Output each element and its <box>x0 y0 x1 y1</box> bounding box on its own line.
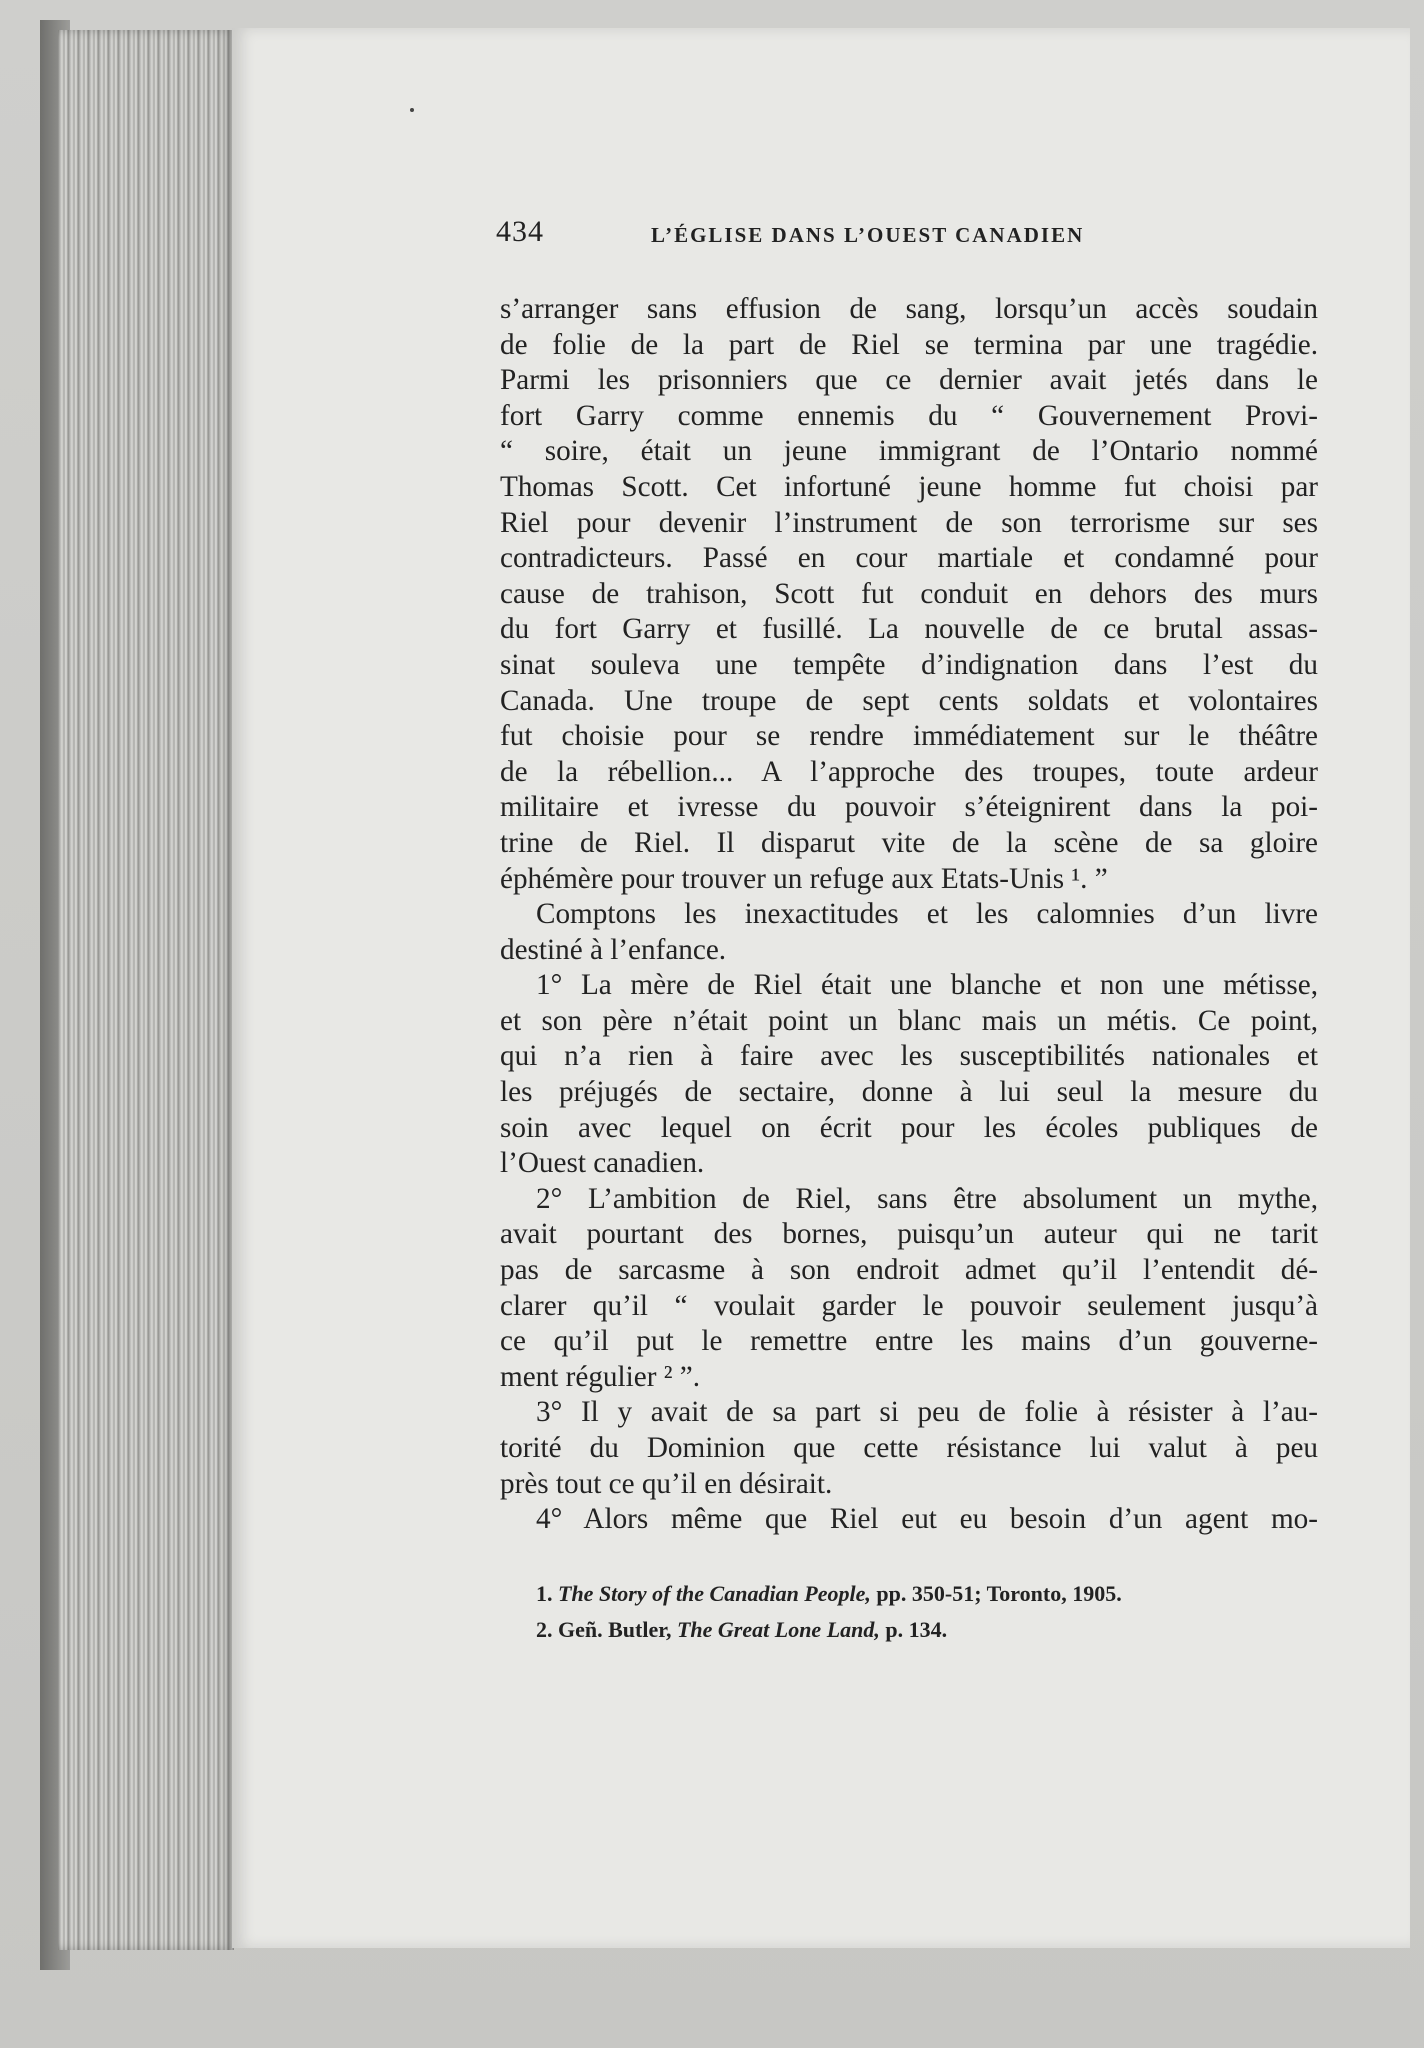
footnote-author: Geñ. Butler, <box>552 1617 677 1642</box>
text-line: trine de Riel. Il disparut vite de la scène de sa gloire <box>500 826 1318 859</box>
footnote-title: The Story of the Canadian People, <box>558 1581 871 1606</box>
text-line: Thomas Scott. Cet infortuné jeune homme fut choisi par <box>500 470 1318 503</box>
footnote-1 <box>536 1576 1296 1612</box>
page-number: 434 <box>496 215 544 248</box>
text-line: du fort Garry et fusillé. La nouvelle de ce brutal assas- <box>500 613 1318 646</box>
text-line: militaire et ivresse du pouvoir s’éteignirent dans la poi- <box>500 791 1318 824</box>
text-line: et son père n’était point un blanc mais un métis. Ce point, <box>500 1004 1318 1037</box>
text-line: les préjugés de sectaire, donne à lui seul la mesure du <box>500 1076 1318 1109</box>
text-line: pas de sarcasme à son endroit admet qu’il l’entendit dé- <box>500 1254 1318 1287</box>
dust-speck <box>410 108 414 112</box>
text-line: 4° Alors même que Riel eut eu besoin d’un agent mo- <box>536 1503 1318 1536</box>
body-text <box>500 292 1318 1538</box>
footnote-citation: pp. 350-51; Toronto, 1905. <box>870 1581 1122 1606</box>
text-line: s’arranger sans effusion de sang, lorsqu’un accès soudain <box>500 293 1318 325</box>
book-page-edges <box>58 30 234 1950</box>
text-line: contradicteurs. Passé en cour martiale et condamné pour <box>500 542 1318 575</box>
text-line: 1° La mère de Riel était une blanche et non une métisse, <box>536 969 1318 1002</box>
text-line: de la rébellion... A l’approche des troupes, toute ardeur <box>500 755 1318 788</box>
text-line: “ soire, était un jeune immigrant de l’Ontario nommé <box>500 435 1318 468</box>
footnote-title: The Great Lone Land, <box>676 1617 880 1642</box>
text-line: 3° Il y avait de sa part si peu de folie à résister à l’au- <box>536 1396 1318 1429</box>
text-line: destiné à l’enfance. <box>500 933 727 966</box>
text-line: clarer qu’il “ voulait garder le pouvoir seulement jusqu’à <box>500 1289 1318 1322</box>
running-head <box>496 215 1156 255</box>
footnote-marker: 1. <box>536 1581 553 1606</box>
text-line: Comptons les inexactitudes et les calomnies d’un livre <box>536 898 1318 931</box>
text-line: Riel pour devenir l’instrument de son terrorisme sur ses <box>500 506 1318 539</box>
text-line: Canada. Une troupe de sept cents soldats et volontaires <box>500 684 1318 717</box>
text-line: soin avec lequel on écrit pour les écoles publiques de <box>500 1111 1318 1144</box>
text-line: fort Garry comme ennemis du “ Gouvernement Provi- <box>500 399 1318 432</box>
running-head-title: L’ÉGLISE DANS L’OUEST CANADIEN <box>651 223 1085 247</box>
text-line: cause de trahison, Scott fut conduit en dehors des murs <box>500 577 1318 610</box>
text-line: qui n’a rien à faire avec les susceptibilités nationales et <box>500 1040 1318 1073</box>
footnote-citation: p. 134. <box>879 1617 948 1642</box>
text-line: ment régulier ² ”. <box>500 1360 701 1393</box>
text-line: avait pourtant des bornes, puisqu’un auteur qui ne tarit <box>500 1218 1318 1251</box>
text-line: près tout ce qu’il en désirait. <box>500 1467 833 1500</box>
footnotes <box>536 1576 1296 1648</box>
text-line: ce qu’il put le remettre entre les mains d’un gouverne- <box>500 1325 1318 1358</box>
text-line: éphémère pour trouver un refuge aux Etats-Unis ¹. ” <box>500 862 1108 895</box>
text-line: Parmi les prisonniers que ce dernier avait jetés dans le <box>500 364 1318 397</box>
footnote-2 <box>536 1612 1296 1648</box>
text-line: de folie de la part de Riel se termina par une tragédie. <box>500 328 1318 361</box>
text-line: l’Ouest canadien. <box>500 1147 705 1180</box>
text-line: torité du Dominion que cette résistance lui valut à peu <box>500 1432 1318 1464</box>
footnote-marker: 2. <box>536 1617 553 1642</box>
text-line: fut choisie pour se rendre immédiatement sur le théâtre <box>500 720 1318 753</box>
text-line: 2° L’ambition de Riel, sans être absolument un mythe, <box>536 1182 1318 1215</box>
text-line: sinat souleva une tempête d’indignation dans l’est du <box>500 648 1318 681</box>
